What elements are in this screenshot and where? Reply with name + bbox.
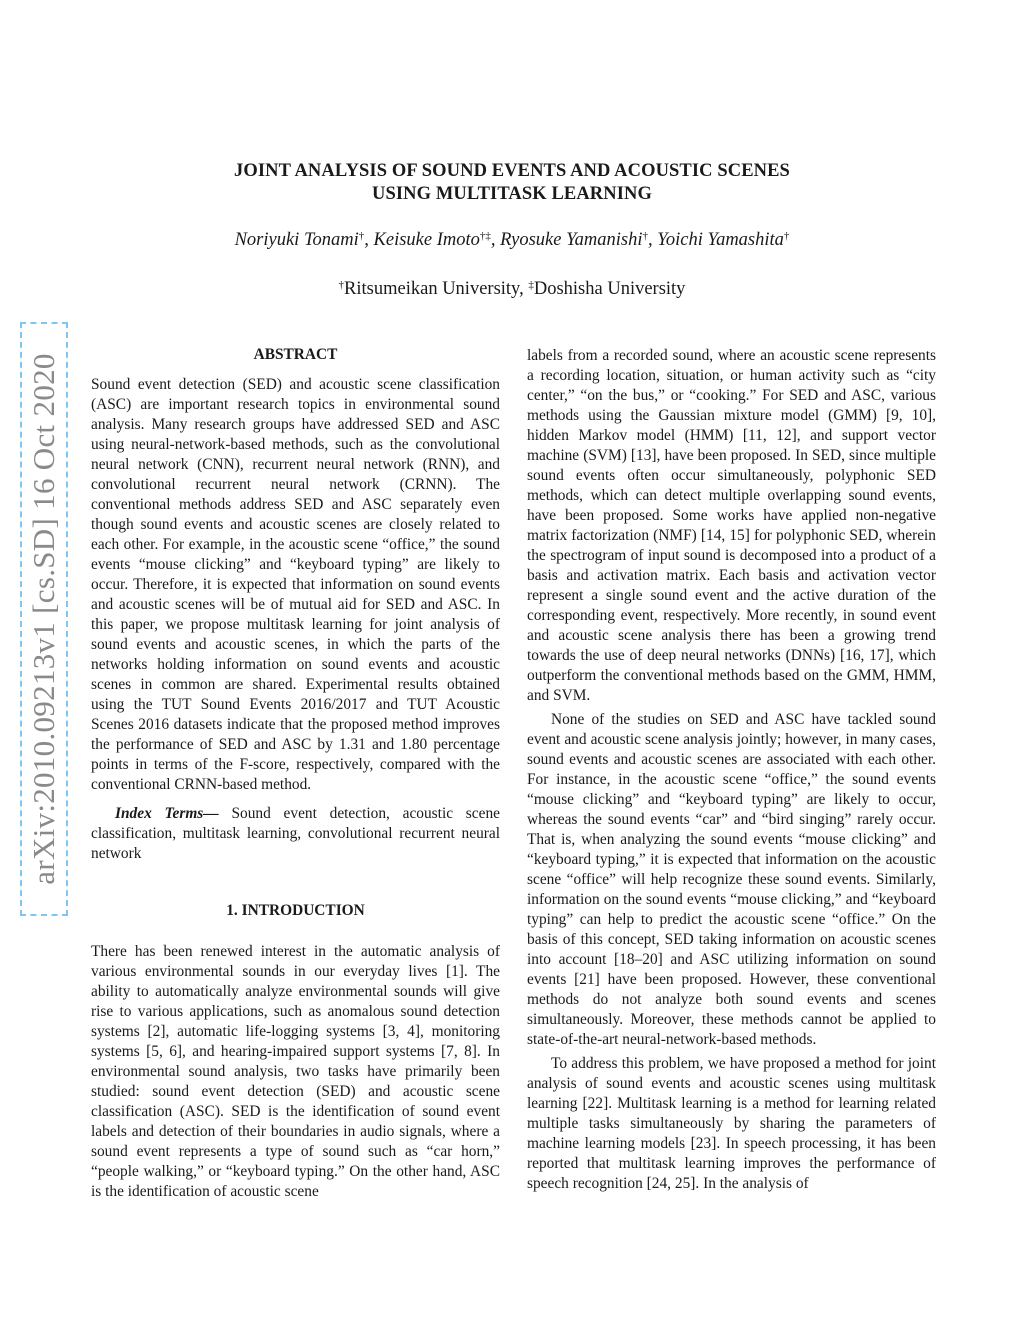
index-terms	[91, 804, 500, 864]
intro-paragraph-4: To address this problem, we have proposed a method for joint analysis of sound events and acoustic scenes using multitask learning [22]. Multitask learning is a method for learning related multiple tasks simultaneously by sharing the parameters of machine learning models [23]. In speech processing, it has been reported that multitask learning improves the performance of speech recognition [24, 25]. In the analysis of	[527, 1055, 936, 1192]
author: Yoichi Yamashita†	[657, 230, 790, 250]
intro-paragraph-1: There has been renewed interest in the automatic analysis of various environmental sounds in our everyday lives [1]. The ability to automatically analyze environmental sounds will give rise to various applications, such as anomalous sound detection systems [2], automatic life-logging systems [3, 4], monitoring systems [5, 6], and hearing-impaired support systems [7, 8]. In environmental sound analysis, two tasks have primarily been studied: sound event detection (SED) and acoustic scene classification (ASC). SED is the identification of sound event labels and detection of their boundaries in audio signals, where a sound event represents a type of sound such as “car horn,” “people walking,” or “keyboard typing.” On the other hand, ASC is the identification of acoustic scene	[91, 943, 500, 1200]
abstract-heading: ABSTRACT	[253, 346, 338, 363]
introduction-heading: 1. INTRODUCTION	[226, 902, 365, 919]
title-line-2: USING MULTITASK LEARNING	[372, 184, 652, 204]
author-list	[0, 230, 1024, 251]
abstract-text: Sound event detection (SED) and acoustic scene classification (ASC) are important research topics in environmental sound analysis. Many research groups have addressed SED and ASC using neural-network-based methods, such as the convolutional neural network (CNN), recurrent neural network (RNN), and convolutional recurrent neural network (CRNN). The conventional methods address SED and ASC separately even though sound events and acoustic scenes are closely related to each other. For example, in the acoustic scene “office,” the sound events “mouse clicking” and “keyboard typing” are likely to occur. Therefore, it is expected that information on sound events and acoustic scenes will be of mutual aid for SED and ASC. In this paper, we propose multitask learning for joint analysis of sound events and acoustic scenes, in which the parts of the networks holding information on sound events and acoustic scenes in common are shared. Experimental results obtained using the TUT Sound Events 2016/2017 and TUT Acoustic Scenes 2016 datasets indicate that the proposed method improves the performance of SED and ASC by 1.31 and 1.80 percentage points in terms of the F-score, respectively, compared with the conventional CRNN-based method.	[91, 376, 500, 793]
index-terms-text: Sound event detection, acoustic scene classification, multitask learning, convolutional recurrent neural network	[91, 805, 500, 862]
affiliations	[0, 279, 1024, 300]
title-line-1: JOINT ANALYSIS OF SOUND EVENTS AND ACOUSTIC SCENES	[234, 161, 790, 181]
author: Noriyuki Tonami†,	[234, 230, 374, 250]
author: Keisuke Imoto†‡,	[373, 230, 501, 250]
intro-paragraph-3: None of the studies on SED and ASC have tackled sound event and acoustic scene analysis jointly; however, in many cases, sound events and acoustic scenes are associated with each other. For instance, in the acoustic scene “office,” the sound events “mouse clicking” and “keyboard typing” are likely to occur, whereas the sound events “car” and “bird singing” rarely occur. That is, when analyzing the sound events “mouse clicking” and “keyboard typing,” it is expected that information on the acoustic scene “office” will help recognize these sound events. Similarly, information on the sound events “mouse clicking,” and “keyboard typing” can help to predict the acoustic scene “office.” On the basis of this concept, SED taking information on acoustic scenes into account [18–20] and ASC utilizing information on sound events [21] have been proposed. However, these conventional methods do not analyze both sound events and scenes simultaneously. Moreover, these methods cannot be applied to state-of-the-art neural-network-based methods.	[527, 711, 936, 1048]
arxiv-stamp: arXiv:2010.09213v1 [cs.SD] 16 Oct 2020	[26, 353, 61, 885]
author: Ryosuke Yamanishi†,	[500, 230, 658, 250]
index-terms-label: Index Terms—	[115, 805, 219, 822]
intro-paragraph-2: labels from a recorded sound, where an acoustic scene represents a recording location, situation, or human activity such as “city center,” “on the bus,” or “cooking.” For SED and ASC, various methods using the Gaussian mixture model (GMM) [9, 10], hidden Markov model (HMM) [11, 12], and support vector machine (SVM) [13], have been proposed. In SED, since multiple sound events often occur simultaneously, polyphonic SED methods, which can detect multiple overlapping sound events, have been proposed. Some works have applied non-negative matrix factorization (NMF) [14, 15] for polyphonic SED, wherein the spectrogram of input sound is decomposed into a product of a basis and activation matrix. Each basis and activation vector represent a single sound event and the active duration of the corresponding event, respectively. More recently, in sound event and acoustic scene analysis there has been a growing trend towards the use of deep neural networks (DNNs) [16, 17], which outperform the conventional methods based on the GMM, HMM, and SVM.	[527, 347, 936, 704]
paper-title	[0, 160, 1024, 206]
right-column	[527, 346, 936, 1194]
left-column	[91, 345, 500, 1202]
affiliation: †Ritsumeikan University,	[338, 279, 529, 299]
affiliation: ‡Doshisha University	[528, 279, 686, 299]
